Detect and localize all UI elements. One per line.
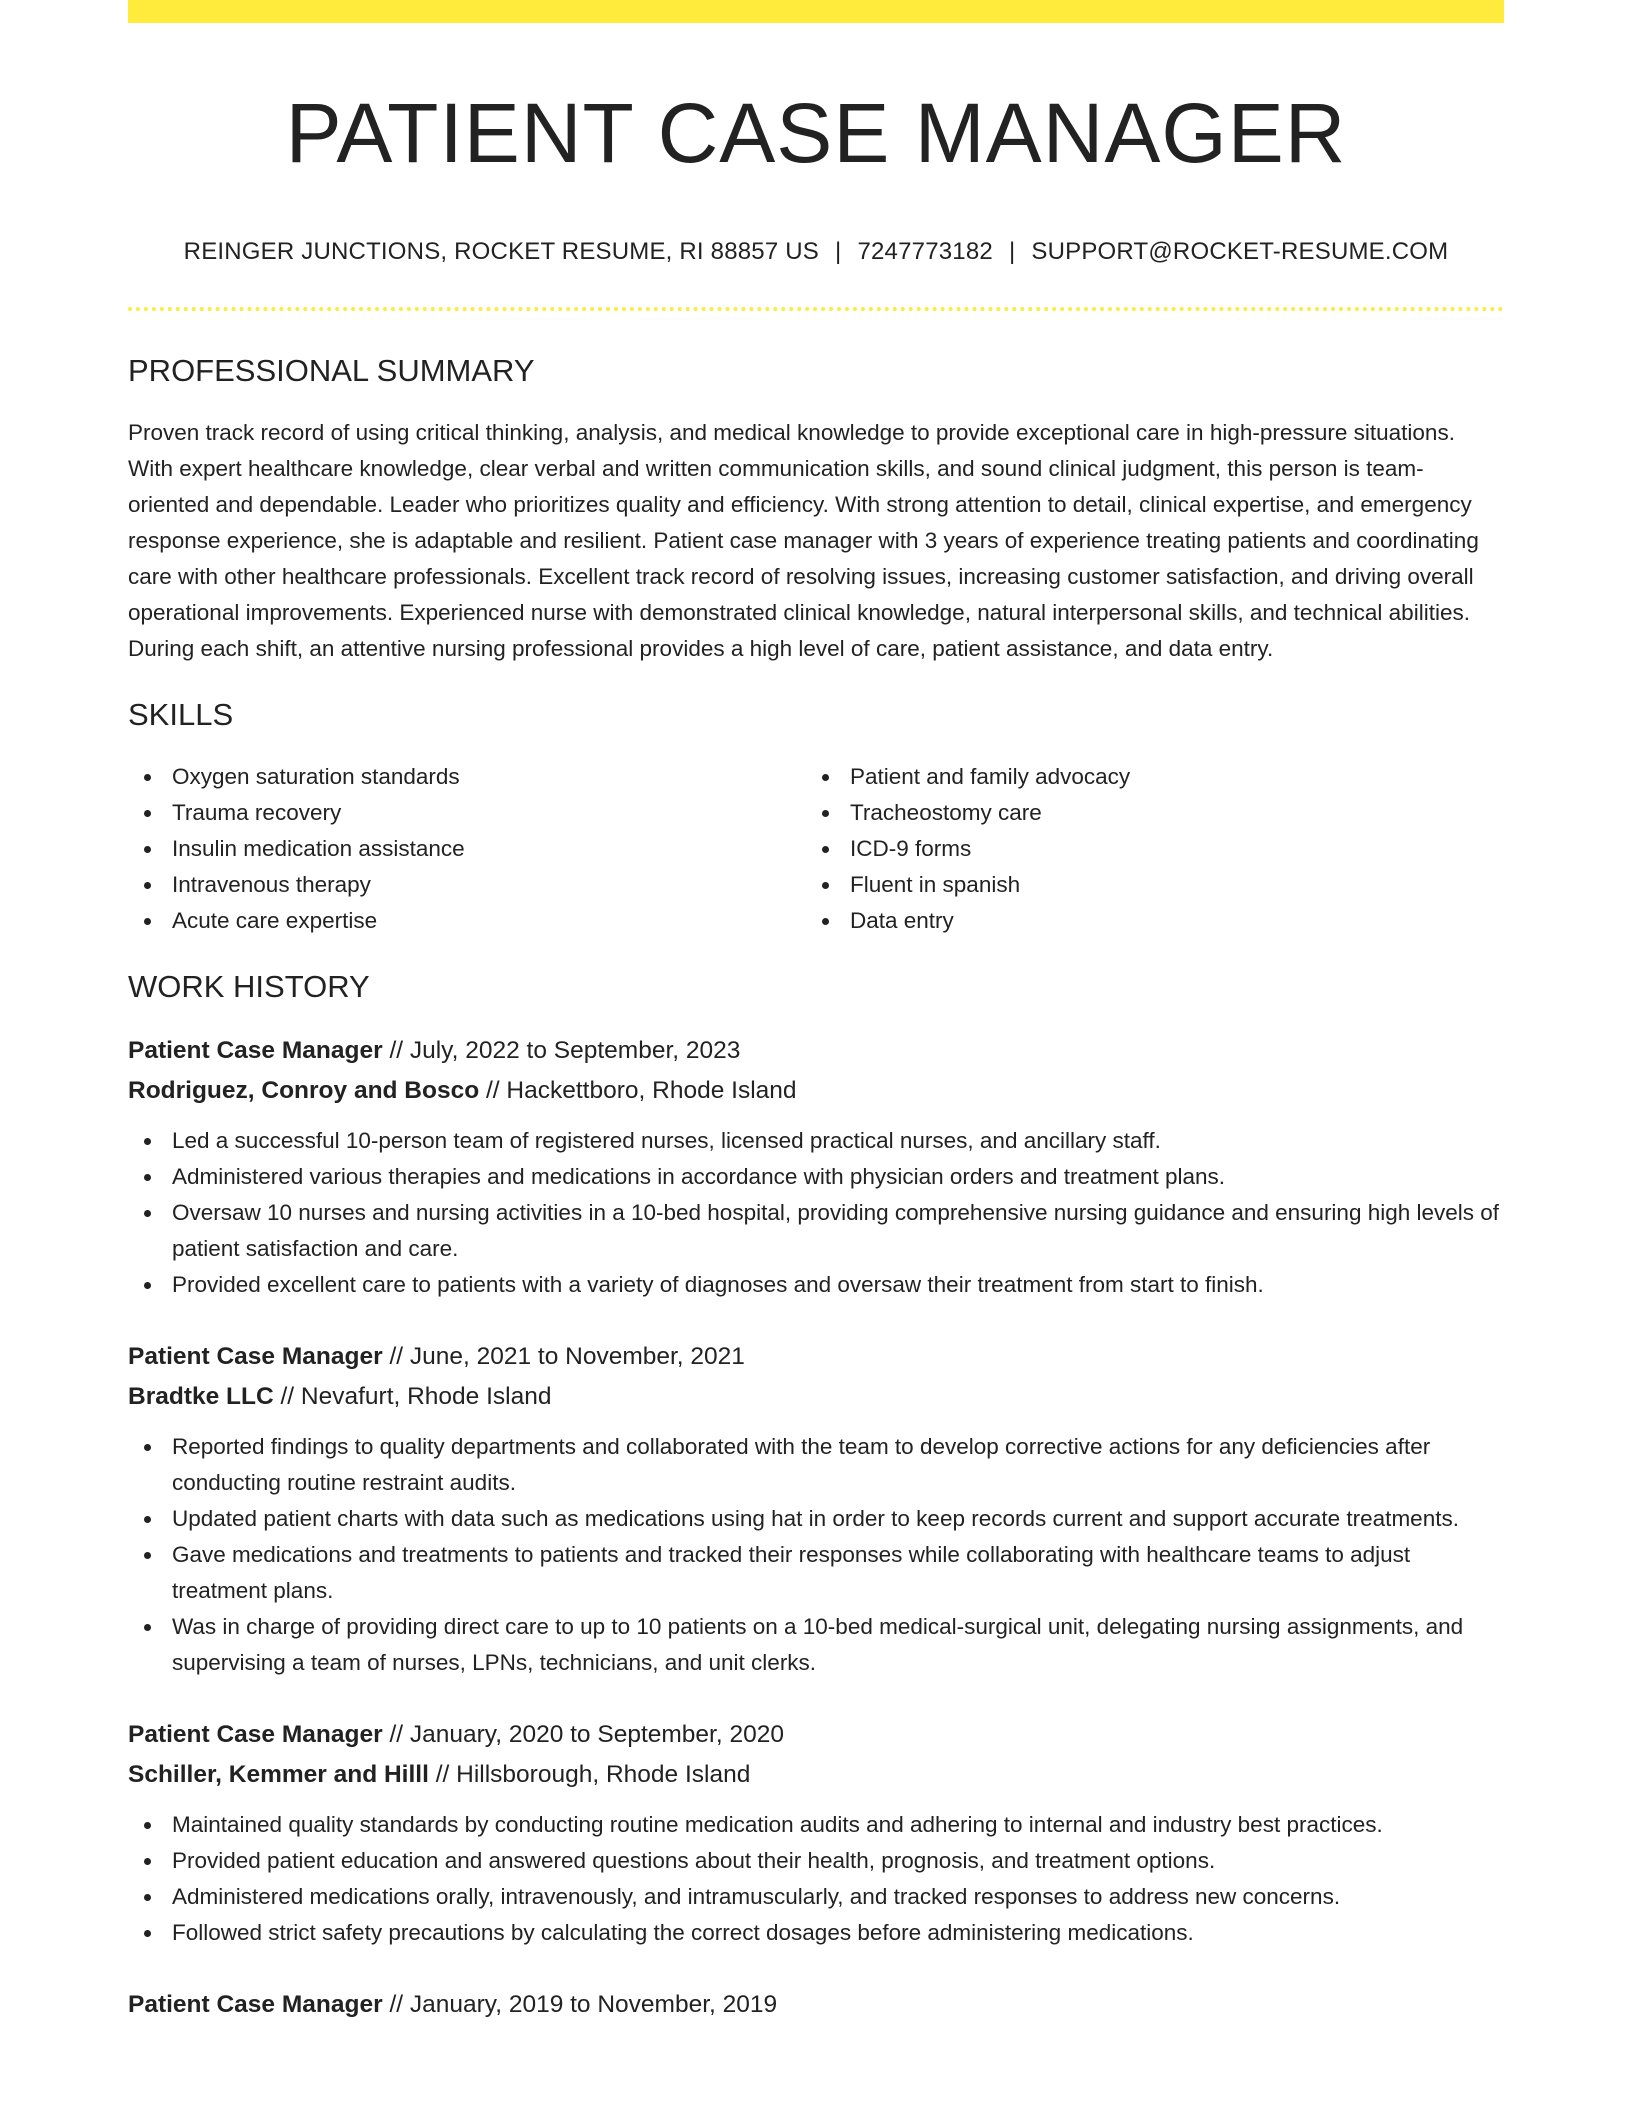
job-bullets xyxy=(128,1807,1504,1951)
skill-item: Data entry xyxy=(806,903,1484,939)
job-entry xyxy=(128,1715,1504,1951)
work-history-section xyxy=(128,967,1504,2025)
summary-heading: PROFESSIONAL SUMMARY xyxy=(128,353,535,388)
skill-item: Insulin medication assistance xyxy=(128,831,806,867)
job-title-line xyxy=(128,1337,1504,1377)
job-title: Patient Case Manager xyxy=(128,1037,383,1064)
contact-email: SUPPORT@ROCKET-RESUME.COM xyxy=(1031,238,1449,265)
skill-item: Tracheostomy care xyxy=(806,795,1484,831)
job-bullet: Followed strict safety precautions by calculating the correct dosages before administering medications. xyxy=(128,1915,1504,1951)
skills-heading: SKILLS xyxy=(128,697,234,732)
contact-separator: | xyxy=(835,238,842,265)
skills-list-right xyxy=(806,759,1484,939)
job-company: Schiller, Kemmer and Hilll xyxy=(128,1761,429,1788)
summary-section xyxy=(128,351,1504,667)
skill-item: Patient and family advocacy xyxy=(806,759,1484,795)
summary-text: Proven track record of using critical thinking, analysis, and medical knowledge to provide exceptional care in high-pressure situations. With expert healthcare knowledge, clear verbal and written communication skills, and sound clinical judgment, this person is team-oriented and dependable. Leader who prioritizes quality and efficiency. With strong attention to detail, clinical expertise, and emergency response experience, she is adaptable and resilient. Patient case manager with 3 years of experience treating patients and coordinating care with other healthcare professionals. Excellent track record of resolving issues, increasing customer satisfaction, and driving overall operational improvements. Experienced nurse with demonstrated clinical knowledge, natural interpersonal skills, and technical abilities. During each shift, an attentive nursing professional provides a high level of care, patient assistance, and data entry. xyxy=(128,420,1479,661)
job-dates: // January, 2019 to November, 2019 xyxy=(389,1991,778,2018)
dotted-divider xyxy=(128,307,1504,311)
job-bullet: Updated patient charts with data such as medications using hat in order to keep records current and support accurate treatments. xyxy=(128,1501,1504,1537)
top-accent-bar xyxy=(128,0,1504,23)
job-dates: // June, 2021 to November, 2021 xyxy=(389,1343,745,1370)
job-title-line xyxy=(128,1031,1504,1071)
job-bullet: Provided patient education and answered questions about their health, prognosis, and treatment options. xyxy=(128,1843,1504,1879)
job-bullet: Administered various therapies and medications in accordance with physician orders and treatment plans. xyxy=(128,1159,1504,1195)
contact-line xyxy=(128,237,1504,267)
job-location: // Nevafurt, Rhode Island xyxy=(280,1383,552,1410)
contact-address: REINGER JUNCTIONS, ROCKET RESUME, RI 88857 US xyxy=(183,238,820,265)
page-title: PATIENT CASE MANAGER xyxy=(285,86,1347,180)
job-company: Rodriguez, Conroy and Bosco xyxy=(128,1077,480,1104)
job-bullet: Administered medications orally, intravenously, and intramuscularly, and tracked responses to address new concerns. xyxy=(128,1879,1504,1915)
job-location: // Hillsborough, Rhode Island xyxy=(435,1761,751,1788)
job-entry xyxy=(128,1985,1504,2025)
contact-separator: | xyxy=(1008,238,1016,265)
job-company: Bradtke LLC xyxy=(128,1383,274,1410)
skill-item: Trauma recovery xyxy=(128,795,806,831)
job-bullet: Oversaw 10 nurses and nursing activities in a 10-bed hospital, providing comprehensive nursing guidance and ensuring high levels of patient satisfaction and care. xyxy=(128,1195,1504,1267)
skill-item: Fluent in spanish xyxy=(806,867,1484,903)
job-title-line xyxy=(128,1715,1504,1755)
work-history-heading: WORK HISTORY xyxy=(128,969,370,1004)
resume-page xyxy=(128,0,1504,2025)
job-dates: // July, 2022 to September, 2023 xyxy=(389,1037,741,1064)
job-dates: // January, 2020 to September, 2020 xyxy=(389,1721,784,1748)
contact-phone: 7247773182 xyxy=(857,238,993,265)
job-title: Patient Case Manager xyxy=(128,1721,383,1748)
skill-item: ICD-9 forms xyxy=(806,831,1484,867)
skills-list-left xyxy=(128,759,806,939)
skills-section xyxy=(128,695,1504,939)
job-company-line xyxy=(128,1755,1504,1795)
job-entry xyxy=(128,1337,1504,1681)
job-bullets xyxy=(128,1429,1504,1681)
job-bullets xyxy=(128,1123,1504,1303)
skill-item: Oxygen saturation standards xyxy=(128,759,806,795)
job-title-line xyxy=(128,1985,1504,2025)
skill-item: Intravenous therapy xyxy=(128,867,806,903)
job-title: Patient Case Manager xyxy=(128,1991,383,2018)
job-bullet: Maintained quality standards by conducting routine medication audits and adhering to internal and industry best practices. xyxy=(128,1807,1504,1843)
job-bullet: Was in charge of providing direct care to up to 10 patients on a 10-bed medical-surgical unit, delegating nursing assignments, and supervising a team of nurses, LPNs, technicians, and unit clerks. xyxy=(128,1609,1504,1681)
job-company-line xyxy=(128,1071,1504,1111)
job-bullet: Led a successful 10-person team of registered nurses, licensed practical nurses, and ancillary staff. xyxy=(128,1123,1504,1159)
job-company-line xyxy=(128,1377,1504,1417)
skills-columns xyxy=(128,759,1504,939)
job-bullet: Gave medications and treatments to patients and tracked their responses while collaborating with healthcare teams to adjust treatment plans. xyxy=(128,1537,1504,1609)
job-location: // Hackettboro, Rhode Island xyxy=(486,1077,797,1104)
job-title: Patient Case Manager xyxy=(128,1343,383,1370)
job-bullet: Provided excellent care to patients with a variety of diagnoses and oversaw their treatment from start to finish. xyxy=(128,1267,1504,1303)
job-bullet: Reported findings to quality departments and collaborated with the team to develop corrective actions for any deficiencies after conducting routine restraint audits. xyxy=(128,1429,1504,1501)
skill-item: Acute care expertise xyxy=(128,903,806,939)
job-entry xyxy=(128,1031,1504,1303)
